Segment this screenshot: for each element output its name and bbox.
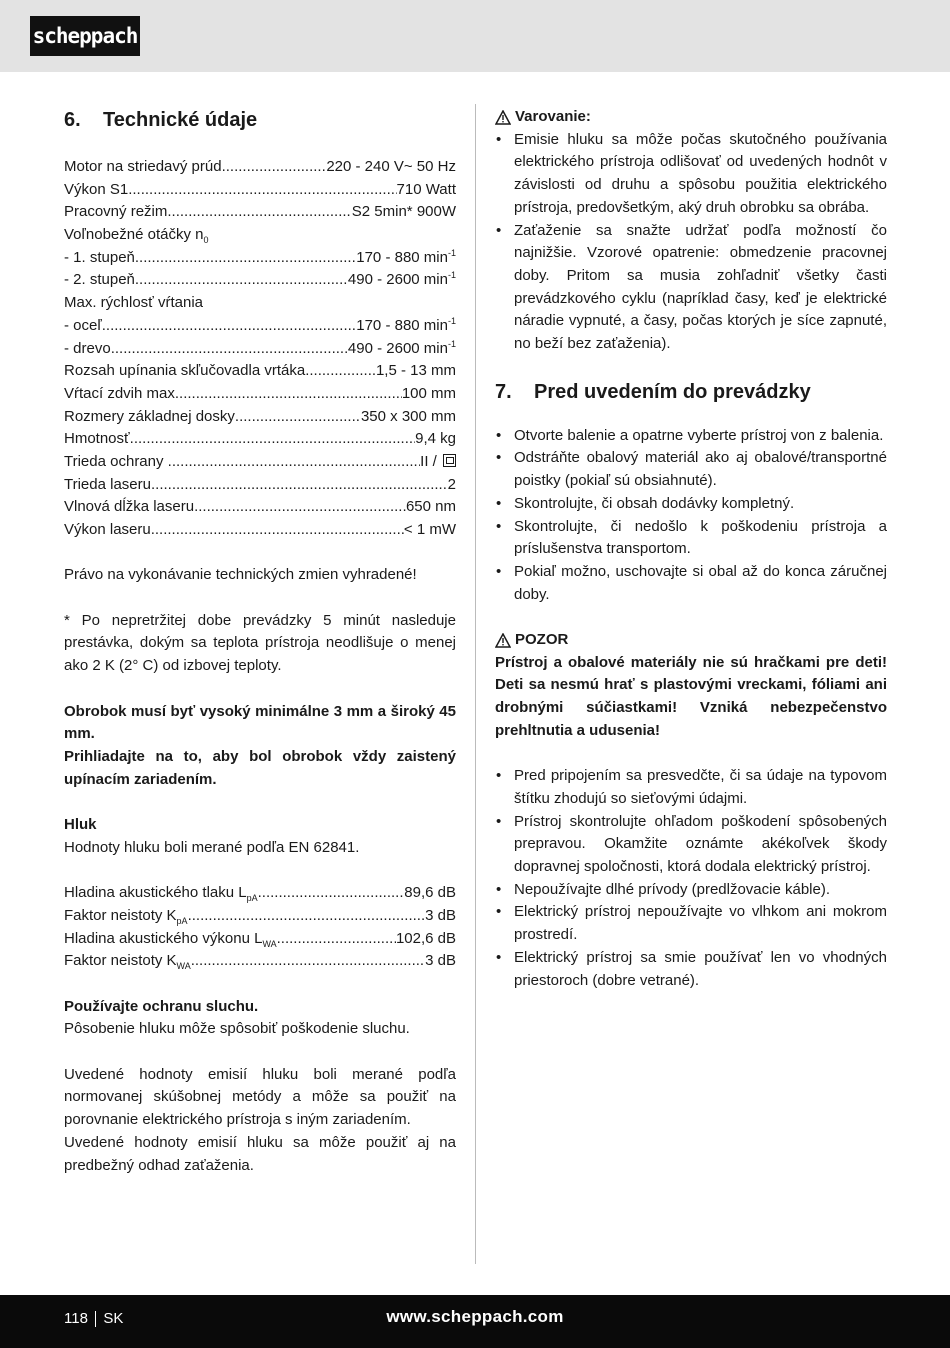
list-item: • Prístroj skontrolujte ohľadom poškodení spôsobených prepravou. Okamžite oznámte akékoľvek škody dopravnej spoločnosti, ktorá dodala elektrický prístroj.: [495, 811, 887, 879]
emission-text: Uvedené hodnoty emisií hluku boli merané podľa normovanej skúšobnej metódy a môže sa použiť na porovnanie elektrického prístroja s iným zariadením.: [64, 1065, 456, 1129]
rights-note: Právo na vykonávanie technických zmien vyhradené!: [64, 566, 417, 584]
duty-note: * Po nepretržitej dobe prevádzky 5 minút nasleduje prestávka, dokým sa teplota prístroja neodlišuje o menej ako 2 K (2° C) od izbovej teploty.: [64, 611, 456, 675]
warning-triangle-icon: [495, 633, 511, 648]
list-item: • Otvorte balenie a opatrne vyberte prístroj von z balenia.: [495, 425, 887, 448]
spec-row: Max. rýchlosť vŕtania: [64, 294, 203, 312]
spec-row: - 1. stupeň ..... 170 - 880 $\min^{-1}$: [64, 247, 456, 270]
spec-row: - 2. stupeň ..... 490 - 2600 $\min^{-1}$: [64, 269, 456, 292]
list-item: • Pokiaľ možno, uschovajte si obal až do konca záručnej doby.: [495, 561, 887, 606]
header-band: [0, 0, 950, 72]
spec-list: [64, 156, 456, 542]
noise-spec-list: [64, 882, 456, 973]
language-code: SK: [103, 1310, 124, 1327]
list-item: • Nepoužívajte dlhé prívody (predlžovacie káble).: [495, 879, 887, 902]
spec-row: Výkon laseru ..... < 1 mW: [64, 519, 456, 542]
column-divider: [475, 104, 476, 1264]
list-item: • Elektrický prístroj sa smie používať len vo vhodných priestoroch (dobre vetrané).: [495, 947, 887, 992]
section-number: 6.: [64, 109, 81, 131]
section-heading-technical-data: [64, 106, 456, 134]
start-up-list: [495, 425, 887, 607]
check-list: [495, 765, 887, 992]
section-number: 7.: [495, 380, 512, 403]
caution-text: Prístroj a obalové materiály nie sú hračkami pre deti! Deti sa nesmú hrať s plastovými vreckami, fóliami ani drobnými súčiastkami! Vzniká nebezpečenstvo prehltnutia a udusenia!: [495, 653, 887, 739]
warning-triangle-icon: [495, 110, 511, 125]
spec-row: Výkon S1 ..... 710 Watt: [64, 179, 456, 202]
scheppach-logo: scheppach: [30, 16, 140, 56]
list-item: • Pred pripojením sa presvedčte, či sa údaje na typovom štítku zhodujú so sieťovými údajmi.: [495, 765, 887, 810]
noise-heading: Hluk: [64, 816, 97, 834]
spec-row: Motor na striedavý prúd ..... 220 - 240 V~ 50 Hz: [64, 156, 456, 179]
caution-heading: POZOR: [495, 629, 887, 652]
emission-text: Uvedené hodnoty emisií hluku sa môže použiť aj na predbežný odhad zaťaženia.: [64, 1133, 456, 1174]
noise-spec-row: Faktor neistoty $K_{WA}$ ..... 3 dB: [64, 950, 456, 973]
noise-intro: Hodnoty hluku boli merané podľa EN 62841.: [64, 838, 360, 856]
spec-row: Rozsah upínania skľučovadla vrtáka ..... 1,5 - 13 mm: [64, 360, 456, 383]
spec-row: Pracovný režim ..... S2 5min* 900W: [64, 201, 456, 224]
noise-spec-row: Faktor neistoty $K_{pA}$ ..... 3 dB: [64, 905, 456, 928]
list-item: • Skontrolujte, či obsah dodávky kompletný.: [495, 493, 887, 516]
section-title: Pred uvedením do prevádzky: [534, 380, 811, 403]
clamp-note: Prihliadajte na to, aby bol obrobok vždy zaistený upínacím zariadením.: [64, 747, 456, 788]
spec-row: - drevo ..... 490 - 2600 $\min^{-1}$: [64, 338, 456, 361]
spec-row: Voľnobežné otáčky $n_0$: [64, 226, 209, 246]
hearing-text: Pôsobenie hluku môže spôsobiť poškodenie sluchu.: [64, 1020, 410, 1038]
spec-row: Hmotnosť ..... 9,4 kg: [64, 428, 456, 451]
spec-row: Trieda ochrany ..... II /: [64, 451, 456, 474]
spec-row: Vlnová dĺžka laseru ..... 650 nm: [64, 496, 456, 519]
right-column: [495, 106, 887, 992]
noise-spec-row: Hladina akustického tlaku $L_{pA}$ ..... 89,6 dB: [64, 882, 456, 905]
spec-row: Vŕtací zdvih max ..... 100 mm: [64, 383, 456, 406]
noise-spec-row: Hladina akustického výkonu $L_{WA}$ ..... 102,6 dB: [64, 928, 456, 951]
list-item: • Zaťaženie sa snažte udržať podľa možností čo najnižšie. Vzorové opatrenie: obmedzenie pracovnej doby. Pritom sa musia zohľadniť všetky časti prevádzkového cyklu (napríklad časy, keď je elektrické náradie vypnuté, a časy, počas ktorých je síce zapnuté, no beží bez zaťaženia).: [495, 220, 887, 356]
section-title: Technické údaje: [103, 109, 258, 131]
footer-url: www.scheppach.com: [386, 1307, 564, 1326]
left-column: [64, 106, 456, 1177]
workpiece-note: Obrobok musí byť vysoký minimálne 3 mm a široký 45 mm.: [64, 702, 456, 743]
spec-row: Trieda laseru ..... 2: [64, 474, 456, 497]
list-item: • Emisie hluku sa môže počas skutočného používania elektrického prístroja odlišovať od uvedených hodnôt v závislosti od druhu a spôsobu použitia elektrického prístroja, predovšetkým, aký druh obrobku sa obrába.: [495, 129, 887, 220]
footer: [0, 1295, 950, 1348]
page-number: 118: [64, 1310, 88, 1327]
hearing-heading: Používajte ochranu sluchu.: [64, 997, 259, 1015]
warning-list: [495, 129, 887, 356]
section-heading-start-up: [495, 378, 887, 406]
spec-row: - oceľ ..... 170 - 880 $\min^{-1}$: [64, 315, 456, 338]
warning-heading: Varovanie:: [495, 106, 887, 129]
list-item: • Odstráňte obalový materiál ako aj obalové/transportné poistky (pokiaľ sú obsiahnuté).: [495, 447, 887, 492]
list-item: • Skontrolujte, či nedošlo k poškodeniu prístroja a príslušenstva transportom.: [495, 516, 887, 561]
protection-class-icon: [443, 454, 456, 467]
spec-row: Rozmery základnej dosky ..... 350 x 300 mm: [64, 406, 456, 429]
list-item: • Elektrický prístroj nepoužívajte vo vlhkom ani mokrom prostredí.: [495, 901, 887, 946]
